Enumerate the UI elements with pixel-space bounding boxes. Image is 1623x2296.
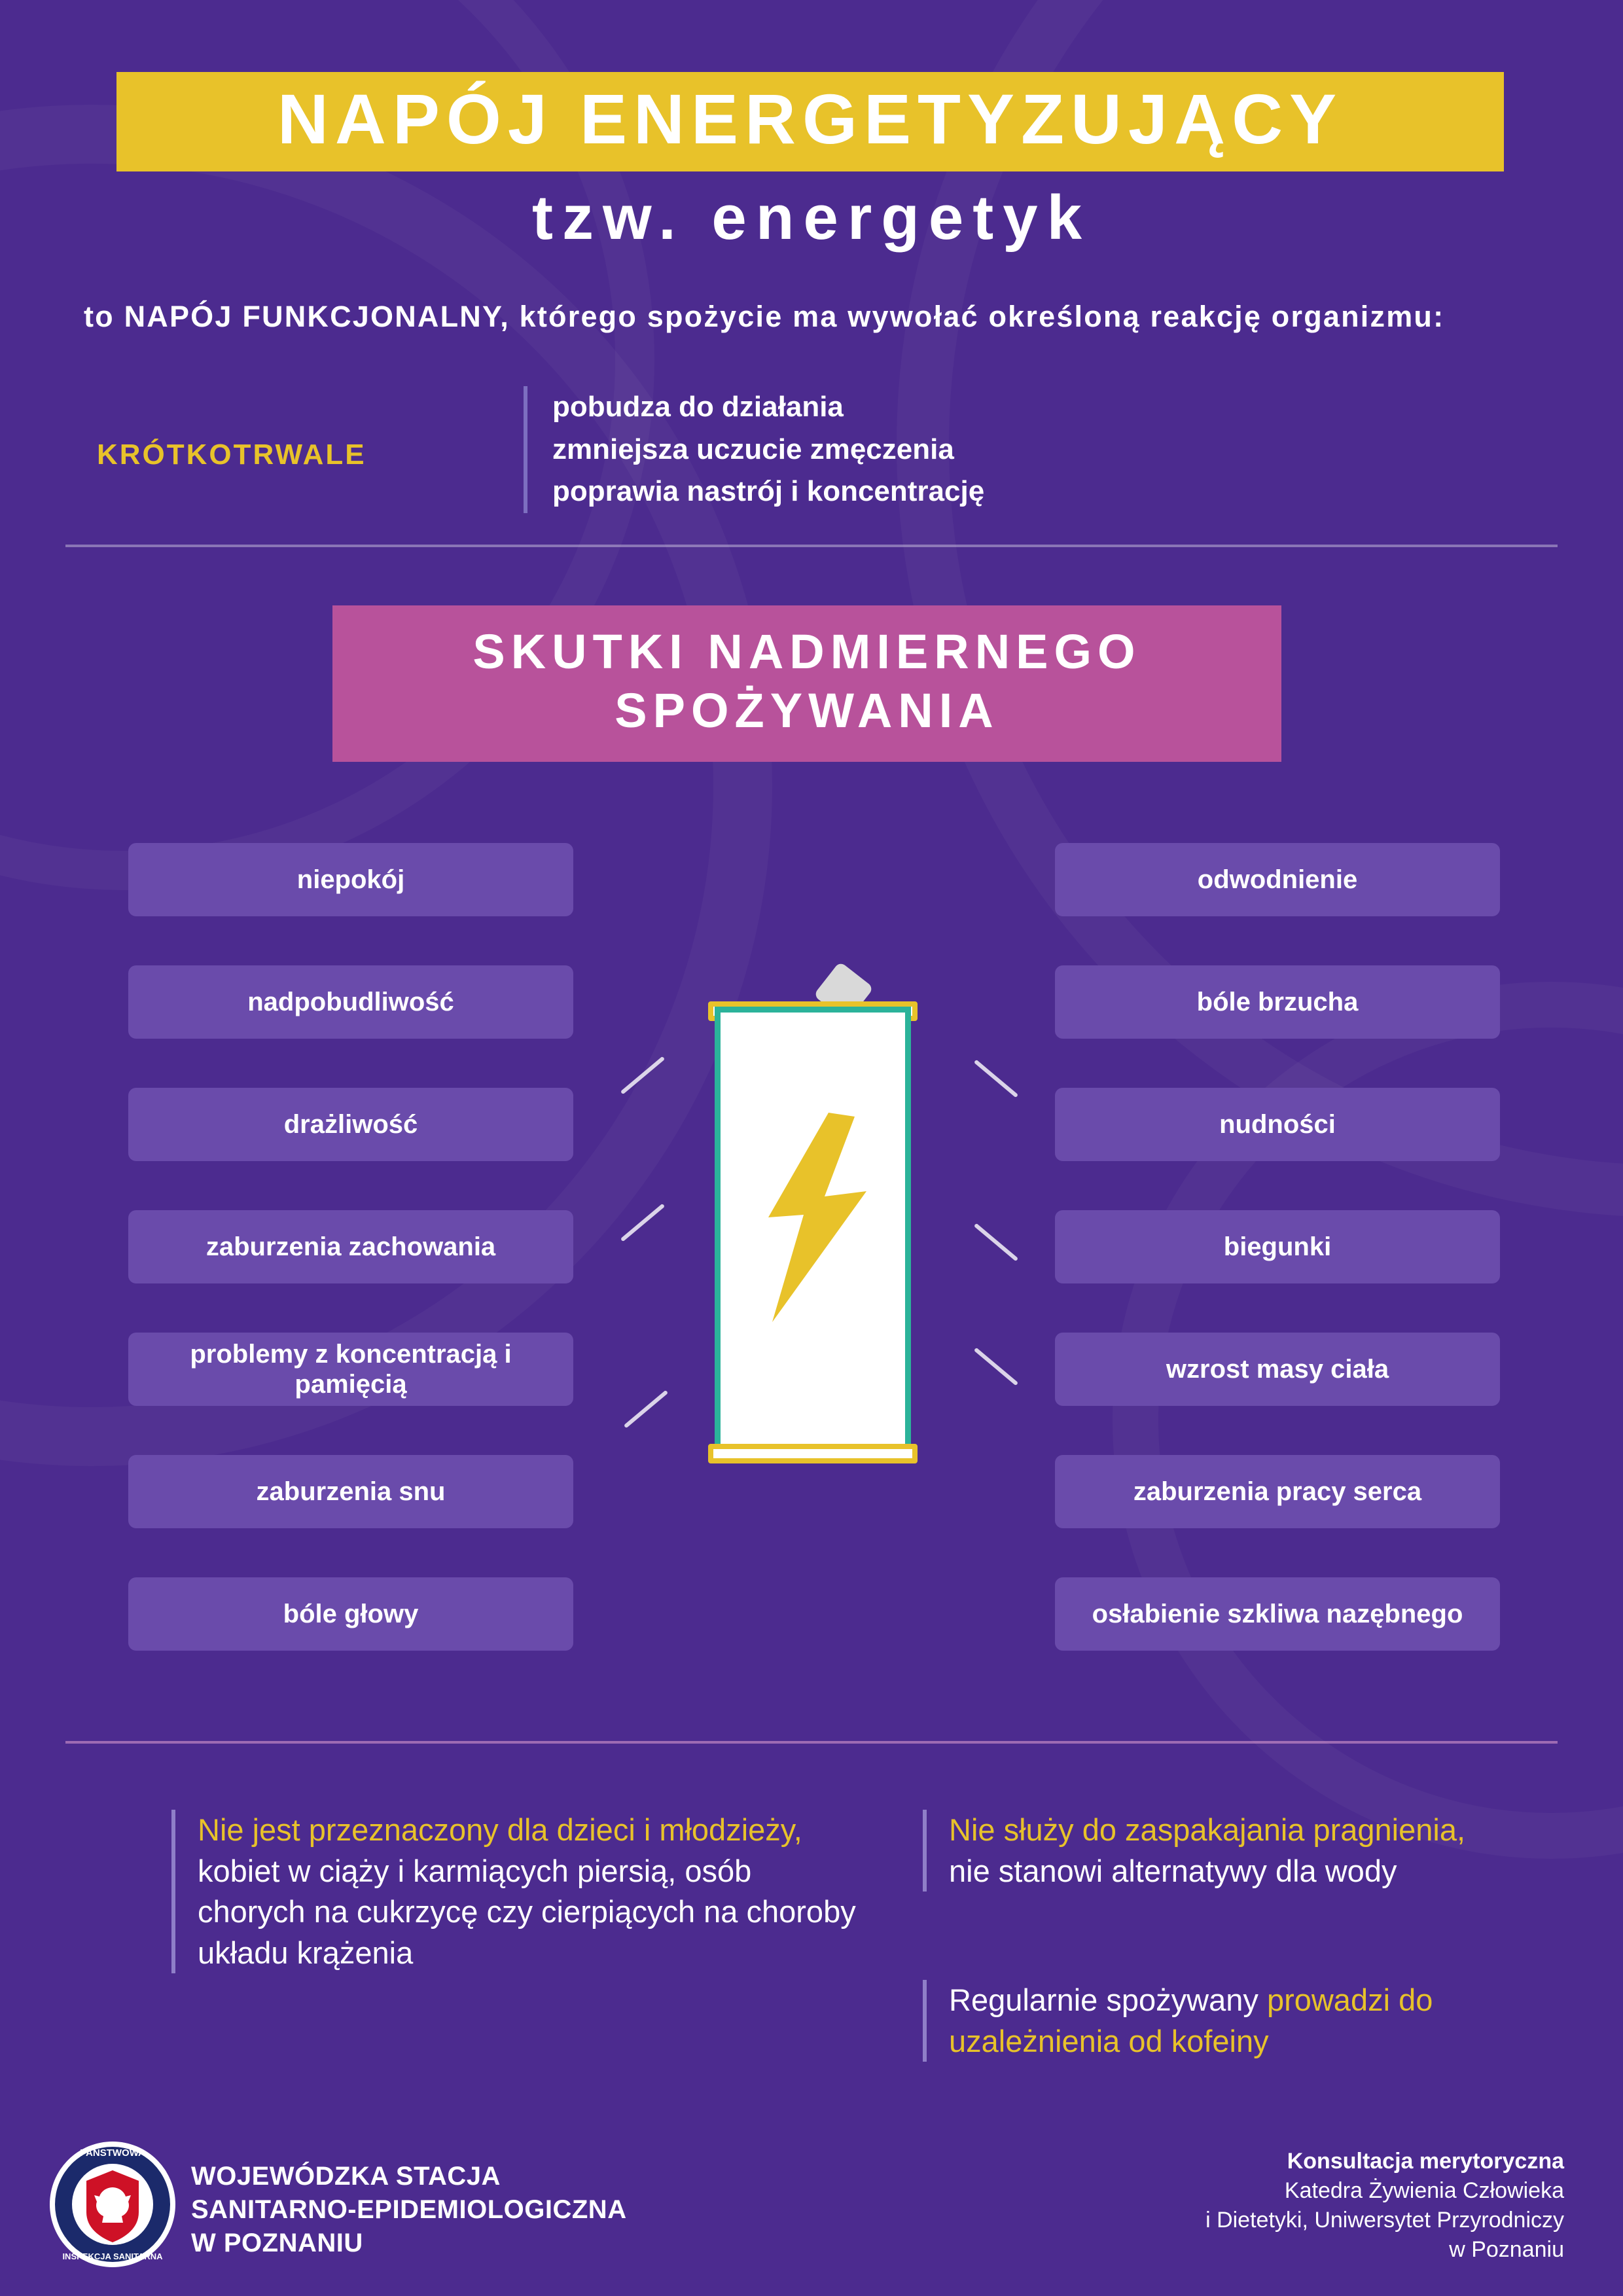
footer-org-line3: W POZNANIU bbox=[191, 2229, 363, 2258]
footer-credits bbox=[1205, 2147, 1564, 2265]
spark-line bbox=[974, 1060, 1018, 1098]
footer-org-line1: WOJEWÓDZKA STACJA bbox=[191, 2162, 501, 2191]
note-highlight: prowadzi do uzależnienia od kofeiny bbox=[949, 1982, 1433, 2058]
note-rest: nie stanowi alternatywy dla wody bbox=[949, 1853, 1397, 1888]
effect-item: zmniejsza uczucie zmęczenia bbox=[552, 433, 954, 465]
symptom-chip: osłabienie szkliwa nazębnego bbox=[1055, 1577, 1500, 1651]
note-prefix: Regularnie spożywany bbox=[949, 1982, 1267, 2017]
page-subtitle: tzw. energetyk bbox=[532, 183, 1091, 253]
divider bbox=[65, 1741, 1558, 1744]
effects-list bbox=[524, 386, 984, 513]
symptom-chip: wzrost masy ciała bbox=[1055, 1333, 1500, 1406]
short-term-label: KRÓTKOTRWALE bbox=[97, 439, 366, 471]
footer-organization bbox=[191, 2160, 627, 2261]
symptom-chip: nadpobudliwość bbox=[128, 965, 573, 1039]
svg-text:PAŃSTWOWA: PAŃSTWOWA bbox=[80, 2147, 145, 2159]
lightning-bolt-icon bbox=[757, 1113, 874, 1322]
credits-title: Konsultacja merytoryczna bbox=[1287, 2149, 1564, 2174]
note-thirst-warning bbox=[923, 1810, 1486, 1892]
symptom-chip: bóle brzucha bbox=[1055, 965, 1500, 1039]
spark-line bbox=[974, 1223, 1018, 1262]
symptom-chip: zaburzenia pracy serca bbox=[1055, 1455, 1500, 1528]
symptom-chip: nudności bbox=[1055, 1088, 1500, 1161]
symptom-chip: niepokój bbox=[128, 843, 573, 916]
can-bottom-rim bbox=[708, 1444, 918, 1463]
page-title: NAPÓJ ENERGETYZUJĄCY bbox=[277, 79, 1344, 158]
note-rest: kobiet w ciąży i karmiących piersią, osób chorych na cukrzycę czy cierpiących na choroby układu krążenia bbox=[198, 1853, 856, 1970]
credits-line3: w Poznaniu bbox=[1449, 2236, 1564, 2262]
divider bbox=[65, 545, 1558, 547]
section-banner-line1: SKUTKI NADMIERNEGO bbox=[473, 624, 1141, 679]
spark-line bbox=[620, 1204, 665, 1242]
section-banner bbox=[332, 605, 1281, 762]
symptom-chip: bóle głowy bbox=[128, 1577, 573, 1651]
svg-text:INSPEKCJA SANITARNA: INSPEKCJA SANITARNA bbox=[62, 2251, 163, 2261]
sanitary-inspection-logo-icon bbox=[47, 2139, 178, 2270]
spark-line bbox=[620, 1056, 665, 1095]
symptom-chip: zaburzenia zachowania bbox=[128, 1210, 573, 1283]
effect-item: pobudza do działania bbox=[552, 391, 844, 423]
effect-item: poprawia nastrój i koncentrację bbox=[552, 475, 985, 508]
note-highlight: Nie jest przeznaczony dla dzieci i młodzieży, bbox=[198, 1812, 802, 1847]
symptom-chip: biegunki bbox=[1055, 1210, 1500, 1283]
symptom-chip: zaburzenia snu bbox=[128, 1455, 573, 1528]
intro-text: to NAPÓJ FUNKCJONALNY, którego spożycie ma wywołać określoną reakcję organizmu: bbox=[84, 300, 1445, 333]
section-banner-line2: SPOŻYWANIA bbox=[615, 683, 999, 738]
note-highlight: Nie służy do zaspakajania pragnienia, bbox=[949, 1812, 1466, 1847]
spark-line bbox=[974, 1348, 1018, 1386]
spark-line bbox=[624, 1390, 668, 1429]
credits-line1: Katedra Żywienia Człowieka bbox=[1284, 2178, 1564, 2203]
note-addiction-warning bbox=[923, 1980, 1486, 2062]
credits-line2: i Dietetyki, Uniwersytet Przyrodniczy bbox=[1205, 2207, 1564, 2233]
symptom-chip: problemy z koncentracją i pamięcią bbox=[128, 1333, 573, 1406]
note-children-warning bbox=[171, 1810, 865, 1973]
symptom-chip: odwodnienie bbox=[1055, 843, 1500, 916]
poster-title-bar bbox=[116, 72, 1504, 171]
energy-drink-can-illustration bbox=[694, 962, 929, 1499]
footer-org-line2: SANITARNO-EPIDEMIOLOGICZNA bbox=[191, 2195, 627, 2225]
symptom-chip: drażliwość bbox=[128, 1088, 573, 1161]
